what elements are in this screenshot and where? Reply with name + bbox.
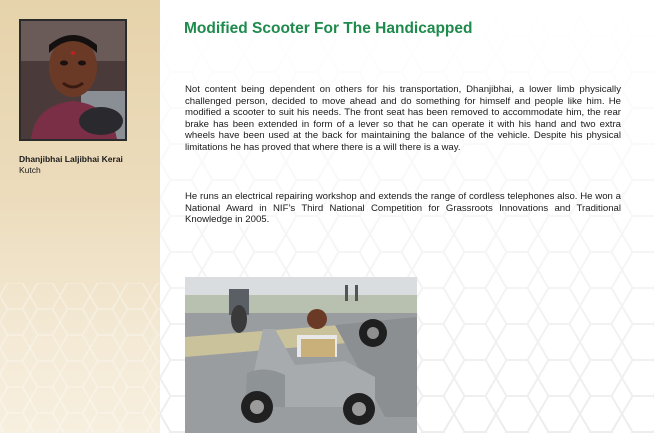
sidebar — [0, 0, 160, 433]
person-name: Dhanjibhai Laljibhai Kerai — [19, 154, 123, 164]
paragraph-award: He runs an electrical repairing workshop and extends the range of cordless telephones also. He won a National Award in NIF’s Third National Competition for Grassroots Innovations and Traditional Knowledge in 2005. — [185, 191, 621, 226]
scooter-image — [185, 277, 417, 433]
page-title: Modified Scooter For The Handicapped — [184, 20, 473, 37]
person-location: Kutch — [19, 165, 41, 175]
portrait-photo — [19, 19, 127, 141]
scooter-photo — [185, 277, 417, 433]
sidebar-hex-pattern — [0, 283, 160, 433]
main-content — [160, 0, 654, 433]
paragraph-description: Not content being dependent on others for his transportation, Dhanjibhai, a lower limb physically challenged person, decided to move ahead and do something for himself and people like him. He modified a scooter to suit his needs. The front seat has been removed to accommodate him, the rear brake has been extended in form of a lever so that he can operate it with his hand and two extra wheels have been used at the back for maintaining the balance of the vehicle. Despite his physical limitations he has proved that where there is a will there is a way. — [185, 84, 621, 153]
portrait-image — [21, 21, 125, 139]
